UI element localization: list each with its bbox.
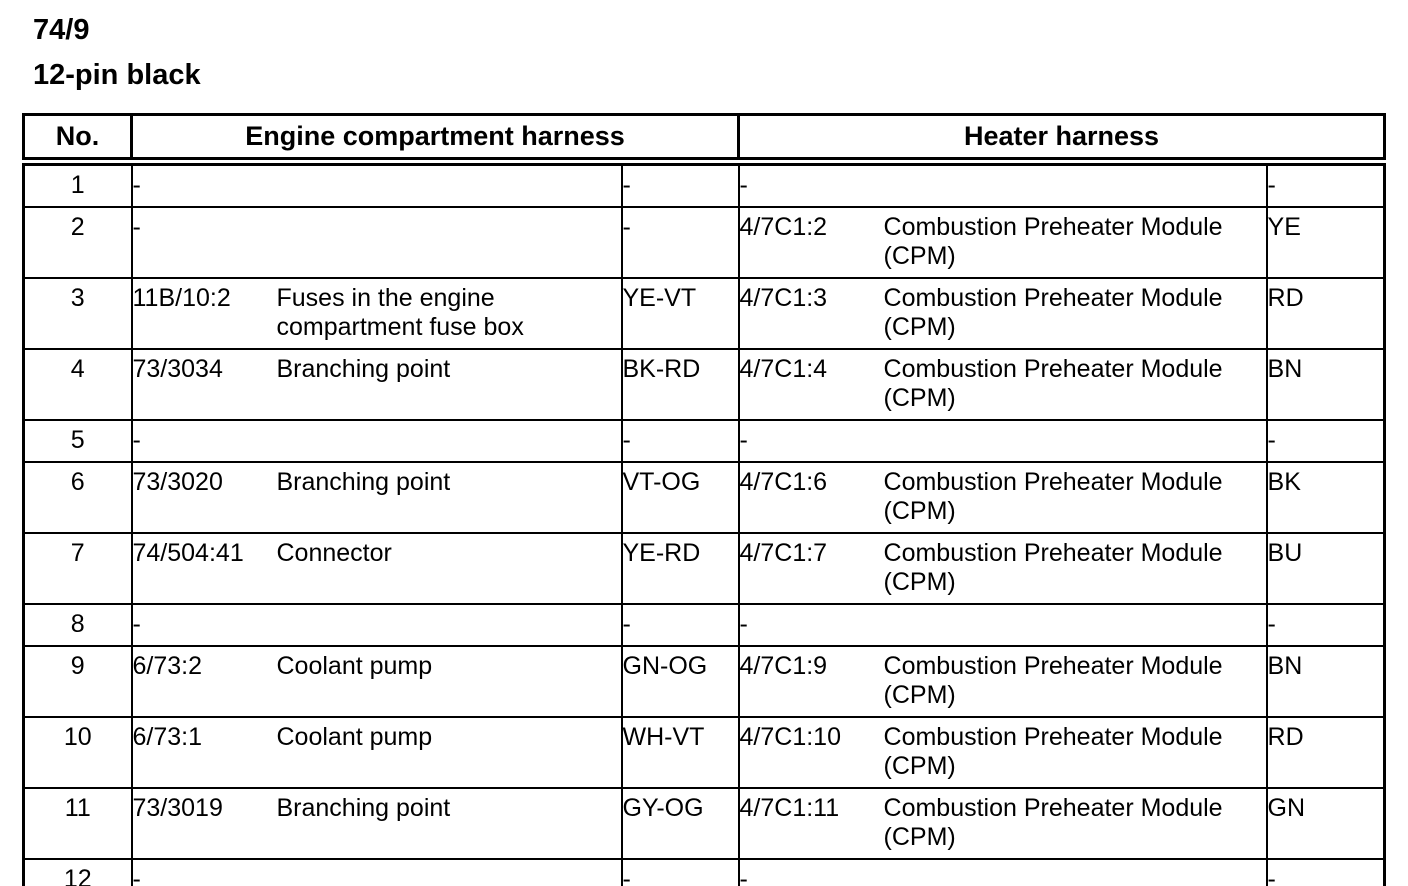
heater-description: Combustion Preheater Module (CPM): [883, 213, 1223, 270]
title-block: [0, 0, 1408, 98]
heater-ref: 4/7C1:11: [739, 794, 840, 822]
engine-ref: 11B/10:2: [132, 284, 231, 312]
engine-description: Branching point: [276, 468, 451, 496]
heater-ref: -: [739, 865, 748, 886]
engine-harness-cell: [132, 646, 622, 717]
table-row: [24, 207, 1385, 278]
engine-harness-cell: [132, 859, 622, 886]
row-number-cell: 10: [24, 717, 132, 788]
row-number-cell: 9: [24, 646, 132, 717]
heater-harness-cell: [739, 207, 1267, 278]
heater-ref: 4/7C1:10: [739, 723, 841, 751]
heater-harness-cell: [739, 420, 1267, 462]
engine-harness-cell: [132, 207, 622, 278]
row-number-cell: 3: [24, 278, 132, 349]
table-row: [24, 788, 1385, 859]
row-number-cell: 5: [24, 420, 132, 462]
heater-harness-cell: [739, 278, 1267, 349]
engine-harness-cell: [132, 278, 622, 349]
heater-description: Combustion Preheater Module (CPM): [883, 355, 1223, 412]
heater-harness-cell: [739, 604, 1267, 646]
engine-harness-cell: [132, 420, 622, 462]
row-number-cell: 12: [24, 859, 132, 886]
heater-description: Combustion Preheater Module (CPM): [883, 652, 1223, 709]
heater-harness-cell: [739, 462, 1267, 533]
engine-harness-content: [133, 355, 621, 384]
engine-harness-content: [133, 426, 621, 455]
heater-description: Combustion Preheater Module (CPM): [883, 794, 1223, 851]
heater-ref: -: [739, 426, 748, 454]
engine-harness-content: [133, 610, 621, 639]
table-row: [24, 349, 1385, 420]
heater-wire-color: YE: [1267, 207, 1385, 278]
engine-ref: 73/3020: [132, 468, 223, 496]
engine-ref: -: [132, 213, 141, 241]
engine-description: Fuses in the engine compartment fuse box: [276, 284, 524, 341]
column-header-heater-harness: Heater harness: [739, 115, 1385, 162]
heater-harness-content: [740, 652, 1266, 710]
heater-wire-color: -: [1267, 162, 1385, 208]
heater-description: Combustion Preheater Module (CPM): [883, 468, 1223, 525]
engine-wire-color: VT-OG: [622, 462, 739, 533]
engine-wire-color: YE-VT: [622, 278, 739, 349]
engine-wire-color: -: [622, 207, 739, 278]
heater-harness-content: [740, 468, 1266, 526]
row-number-cell: 1: [24, 162, 132, 208]
engine-harness-content: [133, 284, 621, 342]
heater-harness-content: [740, 610, 1266, 639]
column-header-no: No.: [24, 115, 132, 162]
engine-description: Branching point: [276, 355, 451, 383]
engine-description: Branching point: [276, 794, 451, 822]
heater-wire-color: BK: [1267, 462, 1385, 533]
engine-harness-content: [133, 171, 621, 200]
connector-type-subtitle: 12-pin black: [33, 59, 201, 91]
engine-wire-color: WH-VT: [622, 717, 739, 788]
heater-wire-color: GN: [1267, 788, 1385, 859]
heater-harness-cell: [739, 162, 1267, 208]
table-row: [24, 420, 1385, 462]
heater-harness-cell: [739, 349, 1267, 420]
heater-harness-content: [740, 723, 1266, 781]
table-body: [24, 162, 1385, 886]
heater-harness-content: [740, 355, 1266, 413]
engine-description: Coolant pump: [276, 723, 433, 751]
engine-wire-color: -: [622, 420, 739, 462]
table-header: [24, 115, 1385, 162]
heater-harness-cell: [739, 717, 1267, 788]
column-header-engine-harness: Engine compartment harness: [132, 115, 739, 162]
engine-wire-color: GY-OG: [622, 788, 739, 859]
table-row: [24, 533, 1385, 604]
engine-harness-content: [133, 723, 621, 752]
engine-wire-color: BK-RD: [622, 349, 739, 420]
table-row: [24, 462, 1385, 533]
engine-ref: -: [132, 865, 141, 886]
heater-harness-content: [740, 539, 1266, 597]
heater-harness-cell: [739, 533, 1267, 604]
engine-ref: 74/504:41: [132, 539, 244, 567]
table-row: [24, 646, 1385, 717]
row-number-cell: 11: [24, 788, 132, 859]
heater-harness-cell: [739, 859, 1267, 886]
engine-harness-content: [133, 468, 621, 497]
engine-ref: -: [132, 171, 141, 199]
engine-harness-content: [133, 539, 621, 568]
heater-harness-cell: [739, 646, 1267, 717]
engine-harness-cell: [132, 162, 622, 208]
heater-ref: 4/7C1:6: [739, 468, 828, 496]
row-number-cell: 2: [24, 207, 132, 278]
engine-harness-content: [133, 865, 621, 886]
engine-harness-cell: [132, 349, 622, 420]
heater-harness-content: [740, 171, 1266, 200]
heater-harness-content: [740, 426, 1266, 455]
engine-harness-content: [133, 794, 621, 823]
heater-harness-content: [740, 284, 1266, 342]
heater-wire-color: -: [1267, 859, 1385, 886]
engine-harness-cell: [132, 604, 622, 646]
heater-harness-content: [740, 213, 1266, 271]
heater-description: Combustion Preheater Module (CPM): [883, 284, 1223, 341]
engine-wire-color: GN-OG: [622, 646, 739, 717]
header-row: [24, 115, 1385, 162]
heater-wire-color: BN: [1267, 349, 1385, 420]
engine-wire-color: -: [622, 162, 739, 208]
heater-harness-cell: [739, 788, 1267, 859]
engine-harness-cell: [132, 533, 622, 604]
row-number-cell: 4: [24, 349, 132, 420]
row-number-cell: 7: [24, 533, 132, 604]
pin-assignment-table: [22, 113, 1386, 886]
heater-harness-content: [740, 794, 1266, 852]
engine-ref: 73/3019: [132, 794, 223, 822]
heater-ref: 4/7C1:2: [739, 213, 828, 241]
heater-ref: 4/7C1:4: [739, 355, 828, 383]
heater-ref: -: [739, 171, 748, 199]
row-number-cell: 8: [24, 604, 132, 646]
table-row: [24, 278, 1385, 349]
engine-harness-content: [133, 213, 621, 242]
heater-ref: 4/7C1:3: [739, 284, 828, 312]
engine-wire-color: YE-RD: [622, 533, 739, 604]
heater-wire-color: -: [1267, 420, 1385, 462]
engine-harness-cell: [132, 717, 622, 788]
heater-ref: -: [739, 610, 748, 638]
heater-wire-color: BN: [1267, 646, 1385, 717]
table-row: [24, 717, 1385, 788]
engine-harness-cell: [132, 788, 622, 859]
heater-description: Combustion Preheater Module (CPM): [883, 539, 1223, 596]
engine-wire-color: -: [622, 859, 739, 886]
engine-ref: -: [132, 610, 141, 638]
engine-harness-content: [133, 652, 621, 681]
engine-ref: 6/73:1: [132, 723, 203, 751]
table-row: [24, 162, 1385, 208]
table-row: [24, 859, 1385, 886]
engine-description: Coolant pump: [276, 652, 433, 680]
engine-ref: 6/73:2: [132, 652, 203, 680]
heater-wire-color: -: [1267, 604, 1385, 646]
engine-ref: 73/3034: [132, 355, 223, 383]
engine-wire-color: -: [622, 604, 739, 646]
heater-wire-color: RD: [1267, 278, 1385, 349]
engine-ref: -: [132, 426, 141, 454]
heater-harness-content: [740, 865, 1266, 886]
heater-ref: 4/7C1:7: [739, 539, 828, 567]
heater-wire-color: BU: [1267, 533, 1385, 604]
heater-ref: 4/7C1:9: [739, 652, 828, 680]
row-number-cell: 6: [24, 462, 132, 533]
connector-id-title: 74/9: [33, 14, 90, 46]
heater-description: Combustion Preheater Module (CPM): [883, 723, 1223, 780]
table-row: [24, 604, 1385, 646]
heater-wire-color: RD: [1267, 717, 1385, 788]
engine-harness-cell: [132, 462, 622, 533]
engine-description: Connector: [276, 539, 392, 567]
